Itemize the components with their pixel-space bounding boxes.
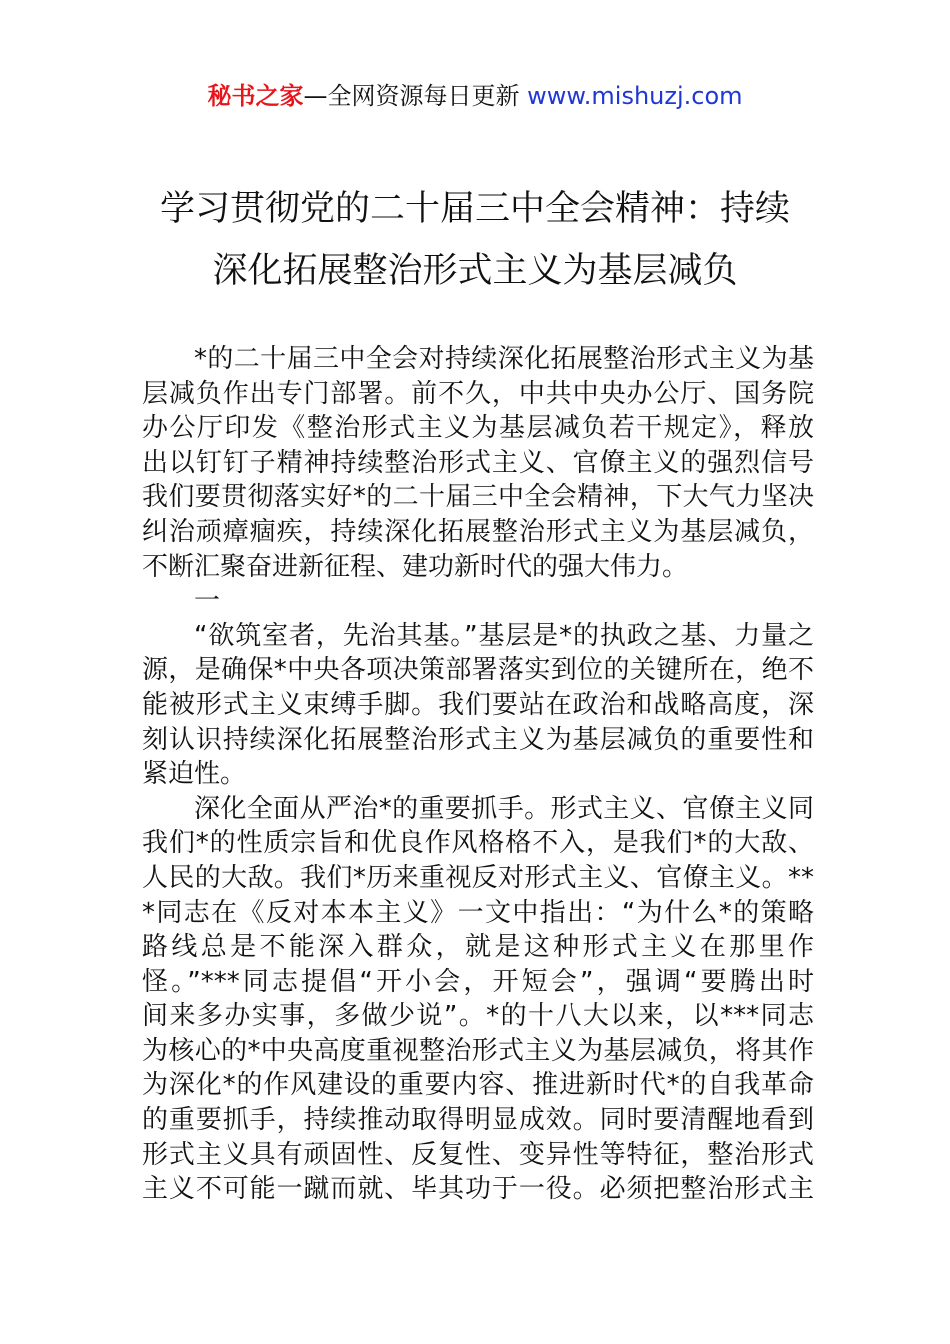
text-line: 怪。”***同志提倡“开小会，开短会”，强调“要腾出时 (142, 966, 814, 997)
text-line: 我们*的性质宗旨和优良作风格格不入，是我们*的大敌、 (142, 828, 814, 859)
paragraph-intro (142, 342, 814, 584)
text-line: 深化全面从严治*的重要抓手。形式主义、官僚主义同 (194, 793, 814, 824)
title-line: 深化拓展整治形式主义为基层减负 (212, 251, 738, 291)
text-line: 刻认识持续深化拓展整治形式主义为基层减负的重要性和 (142, 724, 814, 755)
document-title (120, 178, 830, 302)
text-line: 能被形式主义束缚手脚。我们要站在政治和战略高度，深 (142, 689, 814, 720)
paragraph-2 (142, 619, 814, 792)
text-line: 不断汇聚奋进新征程、建功新时代的强大伟力。 (142, 551, 689, 582)
text-line: 紧迫性。 (142, 759, 247, 790)
text-line: 办公厅印发《整治形式主义为基层减负若干规定》，释放 (142, 413, 814, 444)
text-line: 主义不可能一蹴而就、毕其功于一役。必须把整治形式主 (142, 1174, 814, 1205)
text-line: 我们要贯彻落实好*的二十届三中全会精神，下大气力坚决 (142, 482, 814, 513)
text-line: “欲筑室者，先治其基。”基层是*的执政之基、力量之 (194, 620, 814, 651)
site-tagline: —全网资源每日更新 (303, 82, 528, 110)
section-number: 一 (194, 586, 221, 617)
text-line: 间来多办实事，多做少说”。*的十八大以来，以***同志 (142, 1001, 814, 1032)
title-line: 学习贯彻党的二十届三中全会精神：持续 (159, 189, 790, 229)
text-line: 的重要抓手，持续推动取得明显成效。同时要清醒地看到 (142, 1105, 814, 1136)
text-line: 形式主义具有顽固性、反复性、变异性等特征，整治形式 (142, 1139, 814, 1170)
text-line: 人民的大敌。我们*历来重视反对形式主义、官僚主义。** (142, 862, 814, 893)
text-line: 路线总是不能深入群众，就是这种形式主义在那里作 (142, 932, 814, 963)
paragraph-3 (142, 792, 814, 1207)
site-banner (0, 80, 950, 112)
text-line: 层减负作出专门部署。前不久，中共中央办公厅、国务院 (142, 378, 814, 409)
text-line: 源，是确保*中央各项决策部署落实到位的关键所在，绝不 (142, 655, 814, 686)
site-url-link[interactable]: www.mishuzj.com (527, 82, 743, 110)
text-line: 出以钉钉子精神持续整治形式主义、官僚主义的强烈信号 (142, 447, 814, 478)
document-body (142, 342, 814, 1207)
text-line: 为核心的*中央高度重视整治形式主义为基层减负，将其作 (142, 1035, 814, 1066)
section-heading (142, 584, 814, 619)
site-brand: 秘书之家 (207, 82, 304, 110)
text-line: 为深化*的作风建设的重要内容、推进新时代*的自我革命 (142, 1070, 814, 1101)
text-line: *的二十届三中全会对持续深化拓展整治形式主义为基 (194, 344, 814, 374)
text-line: 纠治顽瘴痼疾，持续深化拓展整治形式主义为基层减负， (142, 516, 814, 547)
text-line: *同志在《反对本本主义》一文中指出：“为什么*的策略 (142, 897, 814, 928)
